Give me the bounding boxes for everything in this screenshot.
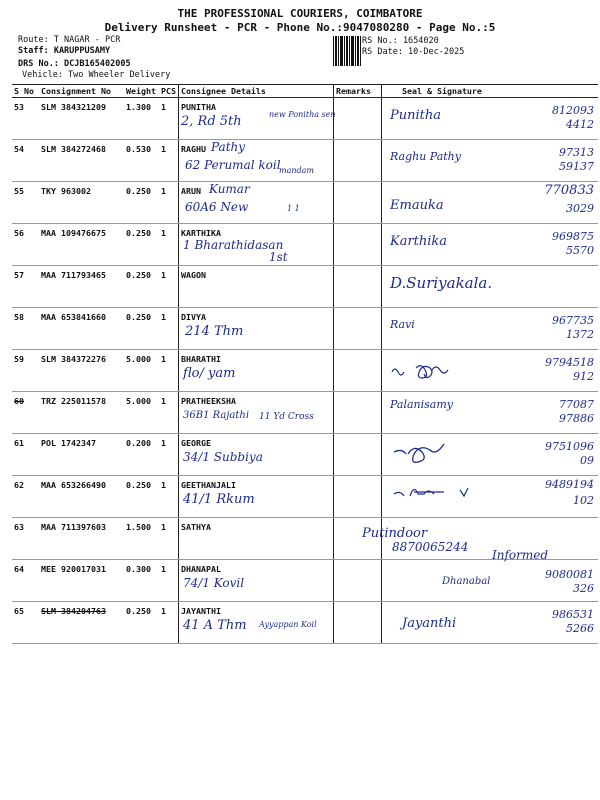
signature-scribble-icon	[390, 440, 460, 466]
remarks-cell	[334, 476, 382, 518]
pcs-cell: 1	[159, 476, 179, 518]
consignee-cell	[179, 602, 334, 644]
table-row	[12, 560, 598, 602]
table-row	[12, 392, 598, 434]
consignee-name: PUNITHA	[181, 102, 216, 112]
pcs-cell: 1	[159, 182, 179, 224]
consignment-cell: TKY 963002	[39, 182, 124, 224]
consignee-name: ARUN	[181, 186, 201, 196]
weight-cell: 0.250	[124, 602, 159, 644]
weight-cell: 0.250	[124, 476, 159, 518]
consignment-cell: MAA 653266490	[39, 476, 124, 518]
signature: Dhanabal	[442, 576, 491, 587]
pcs-cell: 1	[159, 98, 179, 140]
table-row	[12, 98, 598, 140]
signature-cell	[382, 434, 599, 476]
table-row	[12, 350, 598, 392]
pcs-cell: 1	[159, 392, 179, 434]
phone-line-2: 4412	[566, 118, 594, 131]
phone-line-1: 967735	[552, 314, 594, 327]
consignee-cell	[179, 140, 334, 182]
phone-line-1: 9080081	[545, 568, 594, 581]
consignee-name: PRATHEEKSHA	[181, 396, 236, 406]
table-row	[12, 308, 598, 350]
consignment-cell: POL 1742347	[39, 434, 124, 476]
signature: D.Suriyakala.	[390, 274, 493, 292]
consignee-cell	[179, 350, 334, 392]
phone-line-1: 77087	[559, 398, 594, 411]
pcs-cell: 1	[159, 224, 179, 266]
consignment-cell: SLM 384204763	[39, 602, 124, 644]
table-row	[12, 182, 598, 224]
pcs-cell: 1	[159, 308, 179, 350]
consignee-cell	[179, 518, 334, 560]
consignee-address: 214 Thm	[185, 324, 244, 339]
consignee-name: GEETHANJALI	[181, 480, 236, 490]
consignee-name: SATHYA	[181, 522, 211, 532]
consignee-name: KARTHIKA	[181, 228, 221, 238]
weight-cell: 5.000	[124, 350, 159, 392]
consignee-name: GEORGE	[181, 438, 211, 448]
pcs-cell: 1	[159, 350, 179, 392]
remarks-cell	[334, 560, 382, 602]
remarks-cell	[334, 224, 382, 266]
consignee-address: 1 Bharathidasan	[183, 238, 284, 252]
consignee-name: WAGON	[181, 270, 206, 280]
phone-line-2: 1372	[566, 328, 594, 341]
consignment-cell: MEE 920017031	[39, 560, 124, 602]
remarks-cell	[334, 98, 382, 140]
sno-cell: 53	[12, 98, 39, 140]
sno-cell: 63	[12, 518, 39, 560]
phone-line-1: 9794518	[545, 356, 594, 369]
phone-line-1: 97313	[559, 146, 594, 159]
col-weight: Weight	[124, 85, 159, 98]
company-title: THE PROFESSIONAL COURIERS, COIMBATORE	[177, 7, 423, 20]
consignment-cell: TRZ 225011578	[39, 392, 124, 434]
signature: Putindoor	[362, 526, 428, 541]
weight-cell: 1.300	[124, 98, 159, 140]
phone-line-2: 09	[580, 454, 594, 467]
phone-line-2: 59137	[559, 160, 594, 173]
phone-line-2: 5570	[566, 244, 594, 257]
consignee-address: 74/1 Kovil	[183, 576, 245, 590]
col-remarks: Remarks	[334, 85, 382, 98]
table-header-row	[12, 85, 598, 98]
sno-cell: 54	[12, 140, 39, 182]
pcs-cell: 1	[159, 140, 179, 182]
consignee-address: 36B1 Rajathi	[183, 410, 250, 421]
remarks-cell	[334, 602, 382, 644]
signature-cell	[382, 350, 599, 392]
sno-cell: 58	[12, 308, 39, 350]
consignee-address-extra: Ayyappan Koil	[259, 620, 317, 629]
remarks-cell	[334, 140, 382, 182]
consignee-cell	[179, 476, 334, 518]
table-row	[12, 266, 598, 308]
phone-line-1: 9489194	[545, 478, 594, 491]
signature: Jayanthi	[402, 616, 457, 631]
consignee-cell	[179, 98, 334, 140]
consignee-address-extra: 1 1	[287, 204, 300, 213]
consignee-address: 41/1 Rkum	[183, 492, 255, 507]
sno-cell: 64	[12, 560, 39, 602]
sno-cell: 56	[12, 224, 39, 266]
sno-cell: 62	[12, 476, 39, 518]
signature: Punitha	[390, 108, 441, 123]
consignee-address-extra: 11 Yd Cross	[259, 412, 314, 422]
signature-cell	[382, 140, 599, 182]
remarks-cell	[334, 182, 382, 224]
weight-cell: 1.500	[124, 518, 159, 560]
signature: Ravi	[390, 318, 415, 331]
pcs-cell: 1	[159, 560, 179, 602]
sno-cell: 60	[12, 392, 39, 434]
signature: Palanisamy	[390, 398, 453, 411]
remarks-cell	[334, 434, 382, 476]
signature-cell	[362, 518, 599, 562]
col-consignment: Consignment No	[39, 85, 124, 98]
signature-cell	[382, 392, 599, 434]
consignee-cell	[179, 224, 334, 266]
consignee-name: JAYANTHI	[181, 606, 221, 616]
consignment-cell: MAA 109476675	[39, 224, 124, 266]
signature-cell	[382, 308, 599, 350]
consignment-cell: MAA 711793465	[39, 266, 124, 308]
phone-line-1: 812093	[552, 104, 594, 117]
weight-cell: 0.530	[124, 140, 159, 182]
pcs-cell: 1	[159, 602, 179, 644]
col-pcs: PCS	[159, 85, 179, 98]
consignee-cell	[179, 560, 334, 602]
sno-cell: 59	[12, 350, 39, 392]
table-row	[12, 434, 598, 476]
barcode-icon	[333, 36, 361, 66]
consignee-name: DHANAPAL	[181, 564, 221, 574]
table-row	[12, 602, 598, 644]
signature-cell	[382, 182, 599, 224]
weight-cell: 5.000	[124, 392, 159, 434]
rs-no-label: RS No.: 1654020	[362, 36, 439, 46]
remarks-cell	[334, 266, 382, 308]
signature-cell	[382, 266, 599, 308]
signature-cell	[382, 476, 599, 518]
phone-line-2: 97886	[559, 412, 594, 425]
consignee-name-extra: Pathy	[211, 140, 246, 154]
consignment-cell: SLM 384372276	[39, 350, 124, 392]
col-signature: Seal & Signature	[382, 85, 599, 98]
phone-line-1: 986531	[552, 608, 594, 621]
phone-line-2: 912	[573, 370, 594, 383]
weight-cell: 0.200	[124, 434, 159, 476]
signature: Emauka	[390, 198, 444, 213]
signature: Karthika	[390, 234, 448, 249]
table-row	[12, 140, 598, 182]
runsheet-table	[12, 84, 598, 644]
consignee-address: flo/ yam	[183, 366, 236, 381]
consignee-address: 41 A Thm	[183, 618, 247, 633]
pcs-cell: 1	[159, 434, 179, 476]
table-row	[12, 518, 598, 560]
consignee-cell	[179, 266, 334, 308]
sno-cell: 57	[12, 266, 39, 308]
note-phone: 8870065244	[392, 540, 469, 554]
remarks-cell	[334, 350, 382, 392]
phone-line-1: 969875	[552, 230, 594, 243]
consignment-cell: SLM 384321209	[39, 98, 124, 140]
signature-scribble-icon	[390, 482, 490, 504]
sno-cell: 55	[12, 182, 39, 224]
col-consignee: Consignee Details	[179, 85, 334, 98]
consignee-cell	[179, 308, 334, 350]
consignee-name-extra: Kumar	[209, 182, 250, 196]
remarks-cell	[334, 308, 382, 350]
note-informed: Informed	[492, 548, 549, 562]
consignee-address-extra: 1st	[269, 250, 288, 264]
consignment-cell: MAA 711397603	[39, 518, 124, 560]
consignee-address: 2, Rd 5th	[181, 114, 242, 129]
consignee-address-extra: mandam	[279, 166, 314, 175]
signature-cell	[382, 602, 599, 644]
phone-line-1: 9751096	[545, 440, 594, 453]
route-label: Route: T NAGAR - PCR	[18, 35, 121, 45]
table-row	[12, 476, 598, 518]
consignee-address: 34/1 Subbiya	[183, 450, 263, 464]
col-sno: S No	[12, 85, 39, 98]
consignment-cell: MAA 653841660	[39, 308, 124, 350]
consignee-address-extra: new Ponitha sen	[269, 110, 336, 119]
consignee-address: 60A6 New	[185, 200, 249, 214]
phone-line-1: 770833	[544, 183, 594, 198]
phone-line-2: 3029	[566, 202, 594, 215]
rs-date-label: RS Date: 10-Dec-2025	[362, 47, 465, 57]
pcs-cell: 1	[159, 518, 179, 560]
consignee-address: 62 Perumal koil	[185, 158, 281, 172]
consignee-name: DIVYA	[181, 312, 206, 322]
remarks-cell	[334, 392, 382, 434]
phone-line-2: 326	[573, 582, 594, 595]
phone-line-2: 102	[573, 494, 594, 507]
weight-cell: 0.250	[124, 182, 159, 224]
signature-cell	[382, 224, 599, 266]
consignee-cell	[179, 392, 334, 434]
signature-cell	[382, 98, 599, 140]
signature-cell	[382, 560, 599, 602]
weight-cell: 0.250	[124, 266, 159, 308]
vehicle-label: Vehicle: Two Wheeler Delivery	[22, 70, 171, 80]
consignee-cell	[179, 434, 334, 476]
signature-scribble-icon	[390, 358, 460, 380]
consignee-name: BHARATHI	[181, 354, 221, 364]
runsheet-subtitle: Delivery Runsheet - PCR - Phone No.:9047080280 - Page No.:5	[104, 21, 496, 34]
pcs-cell: 1	[159, 266, 179, 308]
consignment-cell: SLM 384272468	[39, 140, 124, 182]
sno-cell: 61	[12, 434, 39, 476]
weight-cell: 0.300	[124, 560, 159, 602]
weight-cell: 0.250	[124, 224, 159, 266]
table-row	[12, 224, 598, 266]
phone-line-2: 5266	[566, 622, 594, 635]
weight-cell: 0.250	[124, 308, 159, 350]
consignee-name: RAGHU	[181, 144, 206, 154]
sno-cell: 65	[12, 602, 39, 644]
staff-label: Staff: KARUPPUSAMY	[18, 46, 111, 56]
consignee-cell	[179, 182, 334, 224]
signature: Raghu Pathy	[390, 150, 461, 163]
drs-label: DRS No.: DCJB165402005	[18, 59, 131, 69]
